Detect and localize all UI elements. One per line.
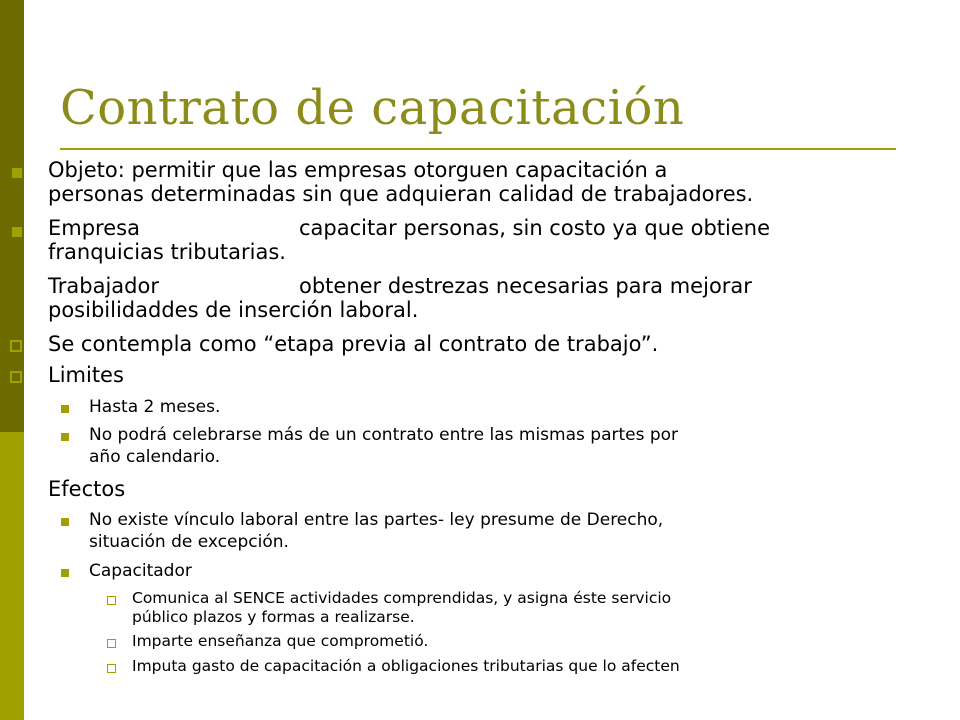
bullet-hollow-square-icon [10,371,22,383]
sub-bullet-square-icon [61,405,69,413]
efectos-sub-2: Capacitador [89,561,192,581]
item-limites: Limites [48,363,124,387]
efectos-sub-1-line1: No existe vínculo laboral entre las partes- ley presume de Derecho, [89,510,664,530]
item-trabajador-label: Trabajador [48,274,159,298]
limites-sub-1: Hasta 2 meses. [89,397,221,417]
capacitador-sub-1-line1: Comunica al SENCE actividades comprendidas, y asigna éste servicio [132,589,672,607]
bullet-square-icon [12,168,22,178]
item-empresa-text2: franquicias tributarias. [48,240,286,264]
limites-sub-2-line2: año calendario. [89,447,221,467]
item-empresa-label: Empresa [48,216,140,240]
item-objeto-line2: personas determinadas sin que adquieran calidad de trabajadores. [48,182,754,206]
efectos-sub-1-line2: situación de excepción. [89,532,289,552]
limites-sub-2-line1: No podrá celebrarse más de un contrato entre las mismas partes por [89,425,679,445]
sub-sub-bullet-hollow-icon [107,639,116,648]
bullet-hollow-square-icon [10,340,22,352]
capacitador-sub-1-line2: público plazos y formas a realizarse. [132,608,415,626]
item-contempla: Se contempla como “etapa previa al contrato de trabajo”. [48,332,659,356]
bullet-hollow-square-icon [10,486,22,498]
slide-title: Contrato de capacitación [60,80,685,136]
bullet-square-icon [12,227,22,237]
sub-sub-bullet-hollow-icon [107,596,116,605]
item-empresa-text1: capacitar personas, sin costo ya que obtiene [299,216,771,240]
sub-bullet-square-icon [61,569,69,577]
item-trabajador-text1: obtener destrezas necesarias para mejorar [299,274,752,298]
item-trabajador-text2: posibilidaddes de inserción laboral. [48,298,419,322]
capacitador-sub-2: Imparte enseñanza que comprometió. [132,632,429,650]
item-efectos: Efectos [48,477,126,501]
capacitador-sub-3: Imputa gasto de capacitación a obligaciones tributarias que lo afecten [132,657,680,675]
sub-bullet-square-icon [61,433,69,441]
item-objeto-line1: Objeto: permitir que las empresas otorguen capacitación a [48,158,668,182]
sub-sub-bullet-hollow-icon [107,664,116,673]
sub-bullet-square-icon [61,518,69,526]
